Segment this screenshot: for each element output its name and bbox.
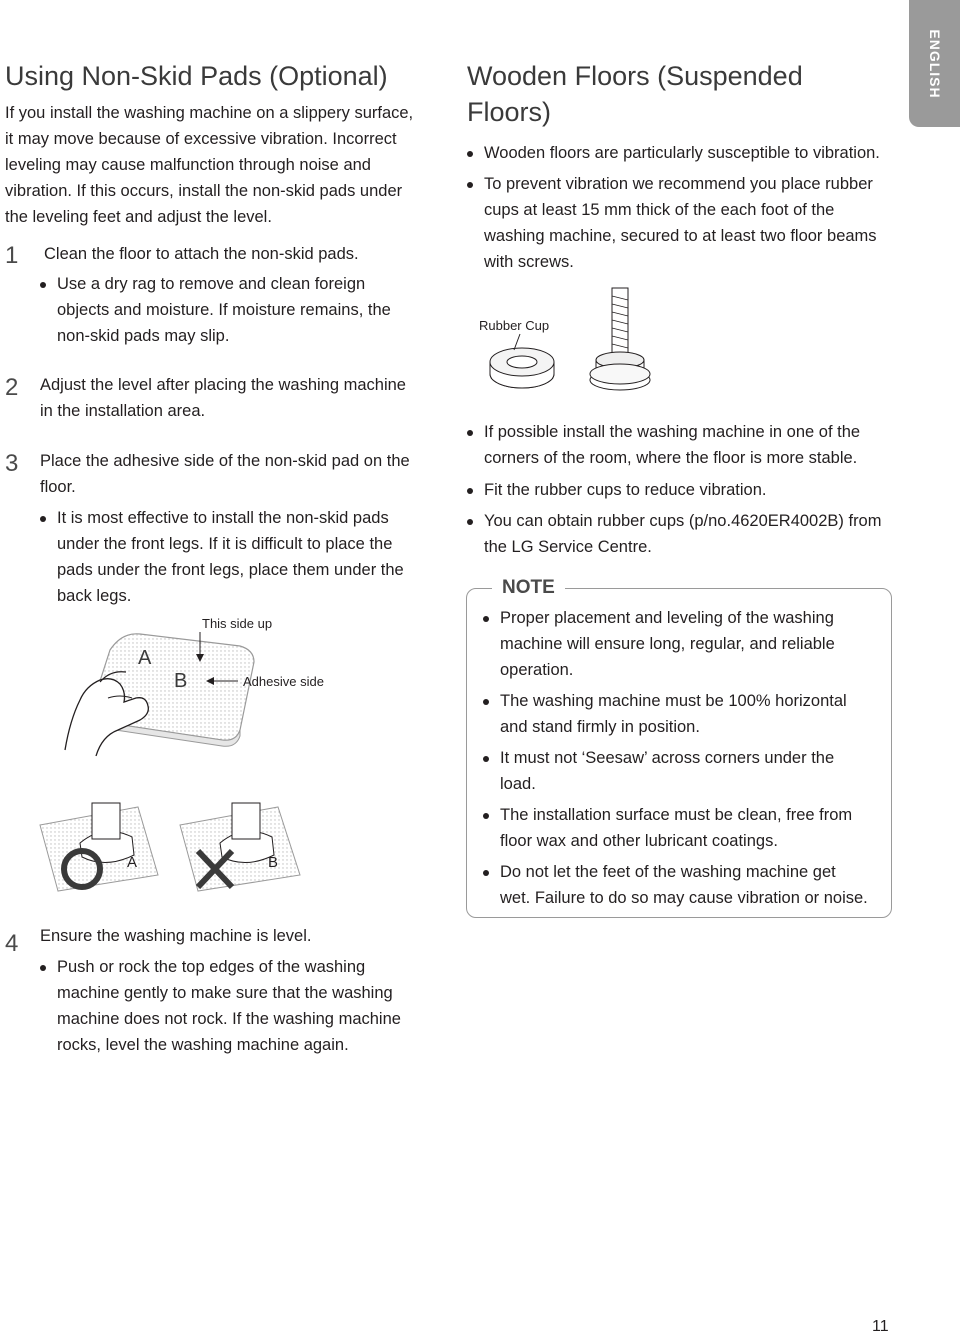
step-3-text [40, 448, 410, 500]
intro-paragraph [5, 100, 445, 230]
step-2-text [40, 372, 406, 424]
label-b-incorrect: B [268, 854, 279, 871]
bullet-line: Use a dry rag to remove and clean foreign [57, 275, 366, 293]
bullet-line: corners of the room, where the floor is more stable. [484, 449, 858, 467]
note-label: NOTE [492, 575, 565, 601]
note-item [483, 745, 883, 797]
bullet-line: non-skid pads may slip. [57, 327, 230, 345]
bullet-line: machine does not rock. If the washing machine [57, 1010, 401, 1028]
note-line: machine will ensure long, regular, and reliable [500, 635, 835, 653]
note-line: The installation surface must be clean, free from [500, 806, 853, 824]
non-skid-pad-illustration [40, 610, 340, 770]
step-number-3: 3 [5, 450, 19, 477]
note-line: floor wax and other lubricant coatings. [500, 832, 778, 850]
step-line: in the installation area. [40, 402, 206, 420]
bullet-item [40, 954, 440, 1058]
bullet-line: with screws. [484, 253, 574, 271]
rubber-cup-bullets [467, 419, 907, 560]
step-number-2: 2 [5, 374, 19, 401]
label-rubber-cup: Rubber Cup [479, 318, 550, 333]
bullet-line: under the front legs. If it is difficult to place the [57, 535, 393, 553]
step-line: Adjust the level after placing the washing machine [40, 376, 406, 394]
bullet-line: machine gently to make sure that the washing [57, 984, 393, 1002]
pad-placement-comparison [38, 795, 308, 895]
step-number-4: 4 [5, 930, 19, 957]
bullet-line: cups at least 15 mm thick of the each foot of the [484, 201, 835, 219]
bullet-line: To prevent vibration we recommend you place rubber [484, 175, 873, 193]
intro-line: leveling may cause malfunction through noise and [5, 156, 371, 174]
bullet-line: It is most effective to install the non-skid pads [57, 509, 389, 527]
bullet-line: back legs. [57, 587, 132, 605]
bullet-line: rocks, level the washing machine again. [57, 1036, 349, 1054]
title-line: Floors) [467, 97, 552, 127]
note-item [483, 859, 883, 911]
intro-line: the leveling feet and adjust the level. [5, 208, 272, 226]
bullet-line: the LG Service Centre. [484, 538, 652, 556]
page-number: 11 [872, 1318, 889, 1335]
label-b: B [174, 670, 188, 692]
wooden-floor-bullets [467, 140, 907, 275]
title-line: Wooden Floors (Suspended [467, 61, 803, 91]
bullet-item [40, 271, 440, 349]
note-item [483, 605, 883, 683]
note-line: It must not ‘Seesaw’ across corners under the [500, 749, 835, 767]
bullet-item [467, 140, 907, 166]
note-line: The washing machine must be 100% horizontal [500, 692, 847, 710]
bullet-item [467, 477, 907, 503]
step-1-text: Clean the floor to attach the non-skid pads. [44, 245, 359, 263]
bullet-line: Wooden floors are particularly susceptible to vibration. [484, 144, 880, 162]
note-item [483, 802, 883, 854]
bullet-line: Push or rock the top edges of the washing [57, 958, 366, 976]
step-4-bullets [40, 954, 440, 1058]
bullet-line: objects and moisture. If moisture remains, the [57, 301, 391, 319]
bullet-line: If possible install the washing machine in one of the [484, 423, 861, 441]
label-adhesive-side: Adhesive side [243, 674, 324, 689]
bullet-item [467, 419, 907, 471]
step-line: floor. [40, 478, 76, 496]
bullet-item [467, 508, 907, 560]
intro-line: it may move because of excessive vibration. Incorrect [5, 130, 397, 148]
step-number-1: 1 [5, 242, 19, 269]
bullet-line: pads under the front legs, place them under the [57, 561, 404, 579]
step-line: Place the adhesive side of the non-skid pad on the [40, 452, 410, 470]
step-4-text: Ensure the washing machine is level. [40, 927, 312, 945]
bullet-line: washing machine, secured to at least two floor beams [484, 227, 877, 245]
section-title-wooden-floors [467, 58, 803, 130]
bullet-item [467, 171, 907, 275]
label-a-correct: A [127, 854, 138, 871]
label-a: A [138, 647, 152, 669]
bullet-line: You can obtain rubber cups (p/no.4620ER4002B) from [484, 512, 882, 530]
note-line: operation. [500, 661, 574, 679]
note-item [483, 688, 883, 740]
step-1-bullets [40, 271, 440, 349]
intro-line: vibration. If this occurs, install the non-skid pads under [5, 182, 403, 200]
note-line: Proper placement and leveling of the washing [500, 609, 834, 627]
language-tab [909, 0, 960, 127]
note-line: Do not let the feet of the washing machine get [500, 863, 836, 881]
intro-line: If you install the washing machine on a slippery surface, [5, 104, 414, 122]
note-line: and stand firmly in position. [500, 718, 700, 736]
bullet-item [40, 505, 440, 609]
label-this-side-up: This side up [202, 616, 273, 631]
bullet-line: Fit the rubber cups to reduce vibration. [484, 481, 767, 499]
note-line: wet. Failure to do so may cause vibration or noise. [500, 889, 868, 907]
note-bullets [483, 605, 883, 911]
step-3-bullets [40, 505, 440, 609]
note-line: load. [500, 775, 536, 793]
section-title-non-skid: Using Non-Skid Pads (Optional) [5, 61, 388, 91]
language-tab-label: ENGLISH [926, 28, 943, 99]
rubber-cup-illustration [480, 282, 680, 402]
